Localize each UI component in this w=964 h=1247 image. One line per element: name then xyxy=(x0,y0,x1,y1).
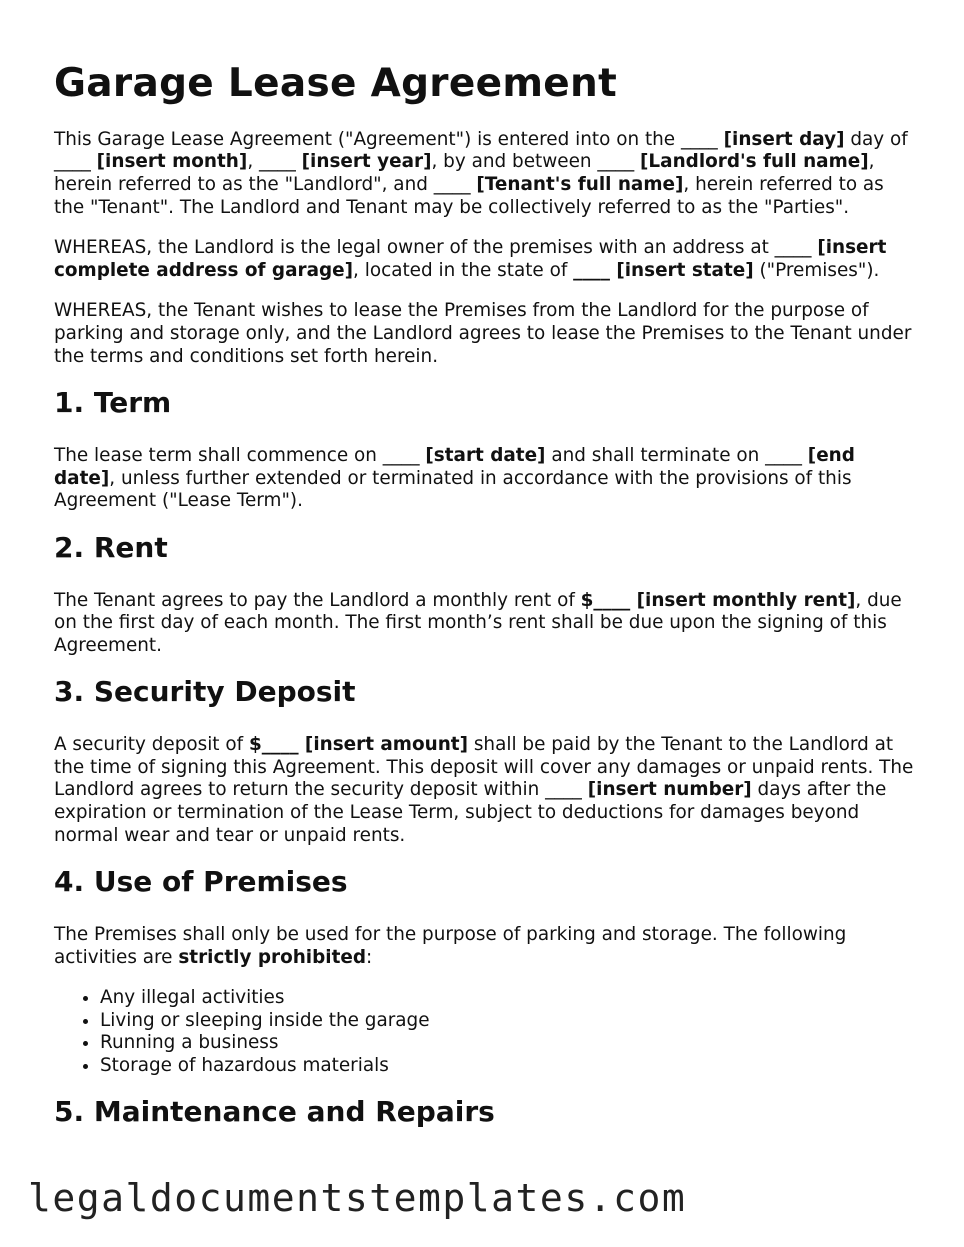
list-item: • Storage of hazardous materials xyxy=(100,1055,914,1078)
list-item: • Running a business xyxy=(100,1032,914,1055)
term-paragraph: The lease term shall commence on ____ [start date] and shall terminate on ____ [end date], unless further extended or terminated in accordance with the provisions of this Agreement ("Lease Term"). xyxy=(54,444,855,512)
section-heading-maintenance: 5. Maintenance and Repairs xyxy=(54,1095,495,1129)
list-item: • Any illegal activities xyxy=(100,987,914,1010)
deposit-paragraph: A security deposit of $____ [insert amount] shall be paid by the Tenant to the Landlord at the time of signing this Agreement. This deposit will cover any damages or unpaid rents. The Landlord agrees to return the security deposit within ____ [insert number] days after the expiration or termination of the Lease Term, subject to deductions for damages beyond normal wear and tear or unpaid rents. xyxy=(54,734,914,846)
section-heading-use: 4. Use of Premises xyxy=(54,865,348,899)
section-heading-rent: 2. Rent xyxy=(54,530,168,564)
watermark-text: legaldocumentstemplates.com xyxy=(28,1176,687,1220)
intro-paragraph: This Garage Lease Agreement ("Agreement") is entered into on the ____ [insert day] day of ____ [insert month], ____ [insert year], by and between ____ [Landlord's full name], herein referred to as the "Landlord", and ____ [Tenant's full name], herein referred to as the "Tenant". The Landlord and Tenant may be collectively referred to as the "Parties". xyxy=(54,128,908,218)
rent-paragraph: The Tenant agrees to pay the Landlord a monthly rent of $____ [insert monthly rent], due on the first day of each month. The first month’s rent shall be due upon the signing of this Agreement. xyxy=(54,589,902,656)
prohibited-activities-list xyxy=(54,987,914,1077)
section-heading-term: 1. Term xyxy=(54,386,172,420)
document-title: Garage Lease Agreement xyxy=(54,61,618,106)
whereas-owner-paragraph: WHEREAS, the Landlord is the legal owner of the premises with an address at ____ [insert complete address of garage], located in the state of ____ [insert state] ("Premises"). xyxy=(54,237,887,281)
list-item: • Living or sleeping inside the garage xyxy=(100,1010,914,1033)
whereas-tenant-paragraph: WHEREAS, the Tenant wishes to lease the Premises from the Landlord for the purpose of parking and storage only, and the Landlord agrees to lease the Premises to the Tenant under the terms and conditions set forth herein. xyxy=(54,300,912,367)
document-page xyxy=(54,62,914,1154)
section-heading-deposit: 3. Security Deposit xyxy=(54,675,356,709)
use-paragraph: The Premises shall only be used for the purpose of parking and storage. The following activities are strictly prohibited: xyxy=(54,923,847,968)
